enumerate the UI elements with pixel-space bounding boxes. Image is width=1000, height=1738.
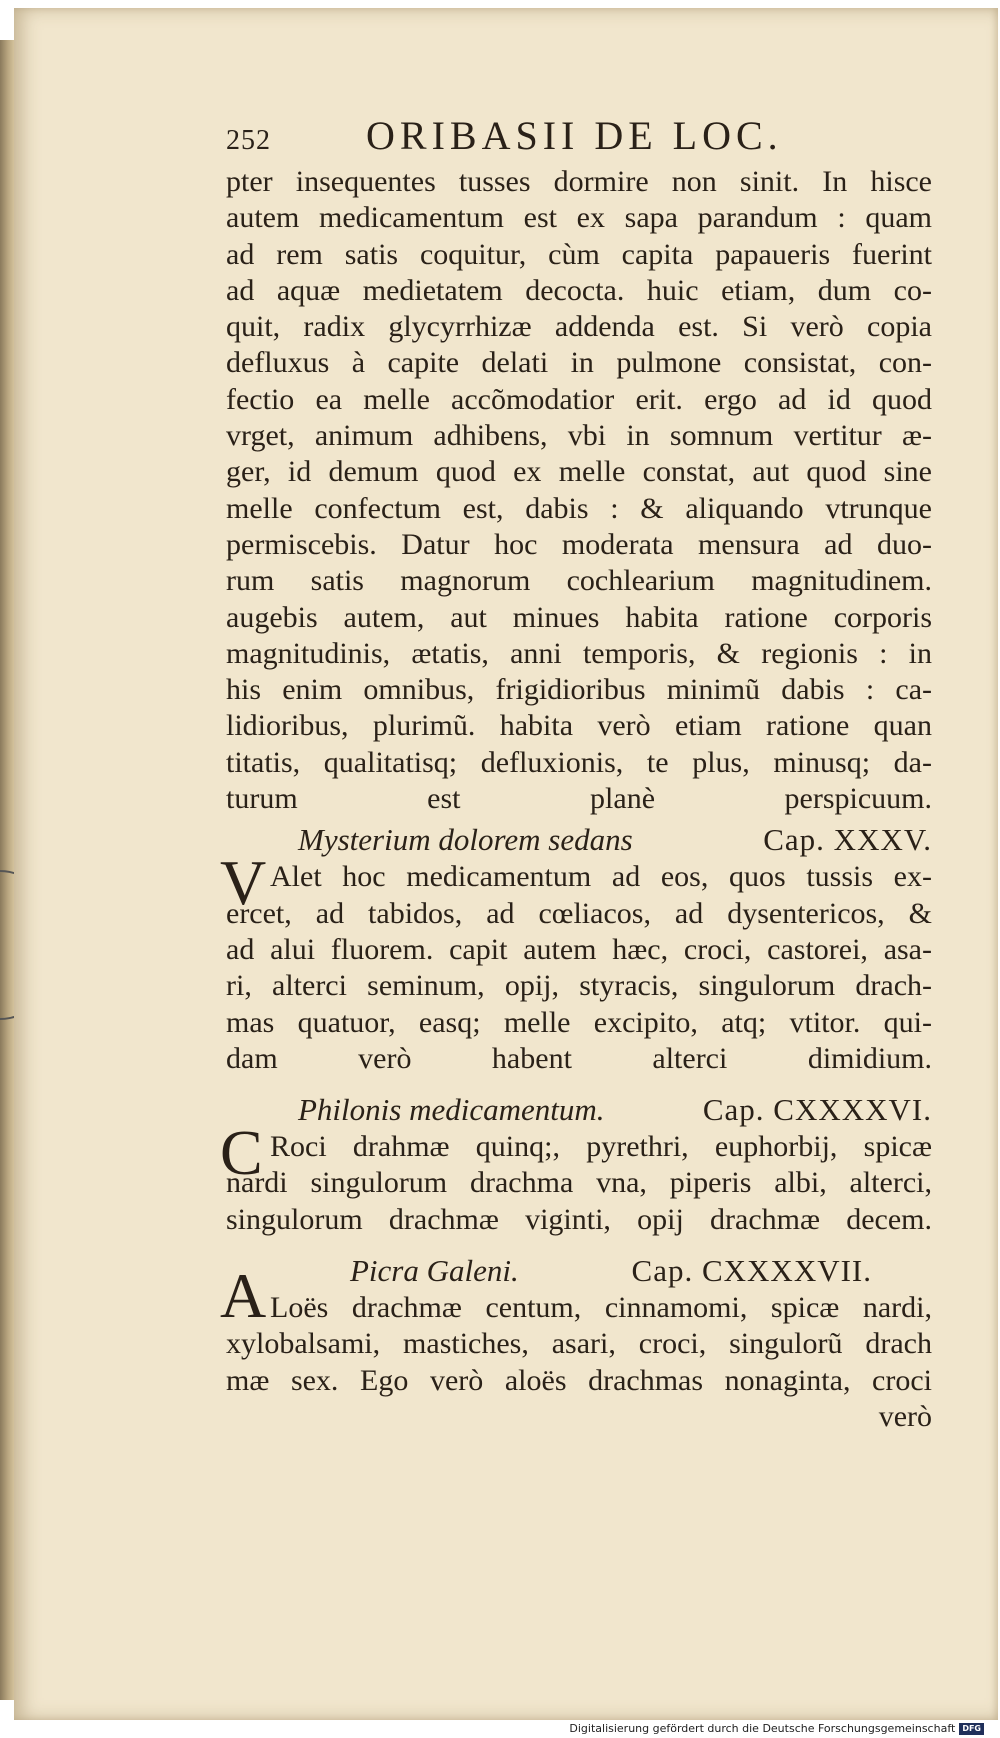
footer-credit bbox=[569, 1722, 984, 1735]
text-line: turum est planè perspicuum. bbox=[226, 782, 932, 816]
text-line: rum satis magnorum cochlearium magnitudinem. bbox=[226, 564, 932, 598]
text-line: mas quatuor, easq; melle excipito, atq; vtitor. qui- bbox=[226, 1005, 932, 1039]
chapter-heading bbox=[226, 821, 932, 859]
dfg-logo: DFG bbox=[959, 1723, 984, 1735]
text-line: lidioribus, plurimũ. habita verò etiam ratione quan bbox=[226, 709, 932, 743]
footer-credit-text: Digitalisierung gefördert durch die Deutsche Forschungsgemeinschaft bbox=[569, 1722, 956, 1735]
text-block bbox=[220, 112, 932, 1435]
text-line: vrget, animum adhibens, vbi in somnum vertitur æ- bbox=[226, 419, 932, 453]
text-line: dam verò habent alterci dimidium. bbox=[226, 1041, 932, 1075]
drop-initial: C bbox=[220, 1117, 263, 1189]
text-line: xylobalsami, mastiches, asari, croci, singulorũ drach bbox=[226, 1327, 932, 1361]
text-line: fectio ea melle accõmodatior erit. ergo ad id quod bbox=[226, 382, 932, 416]
paragraph bbox=[226, 164, 932, 817]
text-line: Loës drachmæ centum, cinnamomi, spicæ nardi, bbox=[270, 1291, 932, 1325]
text-line: Alet hoc medicamentum ad eos, quos tussis ex- bbox=[270, 860, 932, 894]
drop-initial: A bbox=[220, 1260, 267, 1332]
chapter-heading bbox=[226, 1091, 932, 1129]
text-line: his enim omnibus, frigidioribus minimũ dabis : ca- bbox=[226, 673, 932, 707]
text-line: magnitudinis, ætatis, anni temporis, & regionis : in bbox=[226, 636, 932, 670]
text-line: augebis autem, aut minues habita ratione corporis bbox=[226, 600, 932, 634]
page-number: 252 bbox=[226, 125, 271, 156]
text-line: ger, id demum quod ex melle constat, aut quod sine bbox=[226, 455, 932, 489]
text-line: autem medicamentum est ex sapa parandum : quam bbox=[226, 201, 932, 235]
paragraph bbox=[226, 859, 932, 1077]
chapter-137 bbox=[220, 1252, 932, 1399]
chapter-number: Cap. XXXV. bbox=[763, 822, 932, 858]
text-line: pter insequentes tusses dormire non sinit. In hisce bbox=[226, 165, 932, 198]
chapter-heading bbox=[226, 1252, 932, 1290]
chapter-title: Mysterium dolorem sedans bbox=[298, 822, 633, 858]
text-line: ad aquæ medietatem decocta. huic etiam, dum co- bbox=[226, 273, 932, 307]
catchword: verò bbox=[878, 1399, 932, 1433]
text-line: titatis, qualitatisq; defluxionis, te plus, minusq; da- bbox=[226, 745, 932, 779]
paragraph bbox=[226, 1290, 932, 1399]
text-line: singulorum drachmæ viginti, opij drachmæ decem. bbox=[226, 1202, 932, 1236]
text-line: ad alui fluorem. capit autem hæc, croci, castorei, asa- bbox=[226, 932, 932, 966]
text-line: permiscebis. Datur hoc moderata mensura ad duo- bbox=[226, 527, 932, 561]
running-title: ORIBASII DE LOC. bbox=[366, 113, 783, 158]
text-line: quit, radix glycyrrhizæ addenda est. Si verò copia bbox=[226, 310, 932, 344]
chapter-35 bbox=[220, 821, 932, 1077]
chapter-number: Cap. CXXXXVII. bbox=[631, 1253, 872, 1289]
text-line: melle confectum est, dabis : & aliquando vtrunque bbox=[226, 491, 932, 525]
text-line: defluxus à capite delati in pulmone consistat, con- bbox=[226, 346, 932, 380]
drop-initial: V bbox=[220, 847, 267, 919]
text-line: nardi singulorum drachma vna, piperis albi, alterci, bbox=[226, 1166, 932, 1200]
chapter-continuation bbox=[226, 164, 932, 817]
text-line: ad rem satis coquitur, cùm capita papaueris fuerint bbox=[226, 237, 932, 271]
text-line: ercet, ad tabidos, ad cœliacos, ad dysentericos, & bbox=[226, 896, 932, 930]
book-page bbox=[14, 8, 998, 1720]
text-line: Roci drahmæ quinq;, pyrethri, euphorbij, spicæ bbox=[270, 1130, 932, 1164]
text-line: ri, alterci seminum, opij, styracis, singulorum drach- bbox=[226, 969, 932, 1003]
chapter-title: Philonis medicamentum. bbox=[298, 1092, 605, 1128]
paragraph bbox=[226, 1129, 932, 1238]
text-line: mæ sex. Ego verò aloës drachmas nonaginta, croci bbox=[226, 1363, 932, 1397]
chapter-title: Picra Galeni. bbox=[350, 1253, 519, 1289]
chapter-number: Cap. CXXXXVI. bbox=[702, 1092, 932, 1128]
running-head bbox=[226, 112, 932, 164]
chapter-136 bbox=[220, 1091, 932, 1238]
